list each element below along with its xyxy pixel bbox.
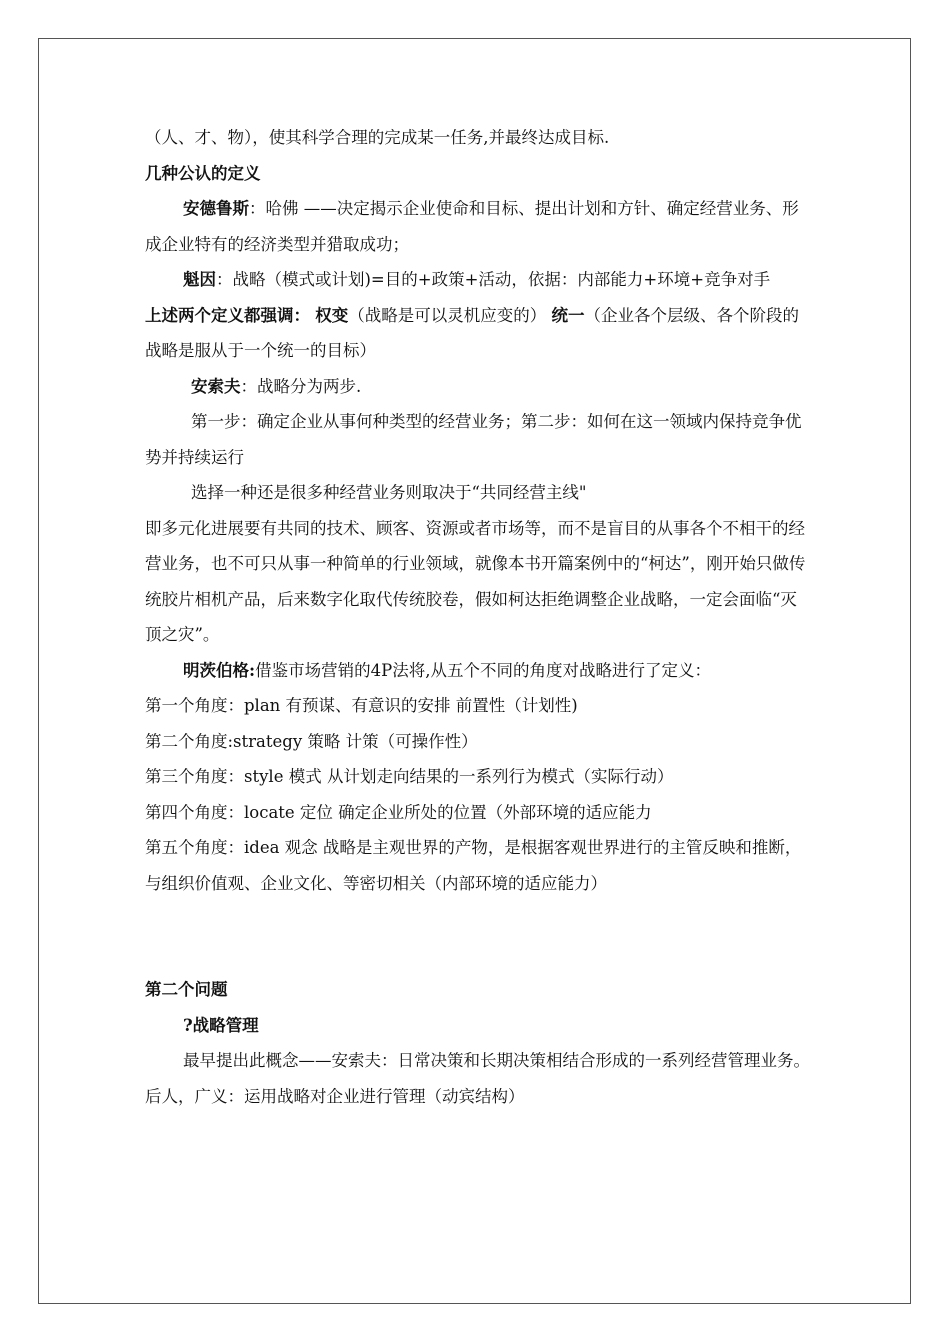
- term-quanbian: 权变: [315, 305, 349, 325]
- heading-definitions: 几种公认的定义: [145, 163, 261, 183]
- andrews-text: ：哈佛 ——决定揭示企业使命和目标、提出计划和方针、确定经营业务、形成企业特有的经济类型并猎取成功；: [145, 199, 799, 254]
- angle-item: 第三个角度：style 模式 从计划走向结果的一系列行为模式（实际行动）: [145, 767, 674, 786]
- paragraph-choice: 选择一种还是很多种经营业务则取决于“共同经营主线": [191, 483, 587, 502]
- paragraph-earliest: 最早提出此概念——安索夫：日常决策和长期决策相结合形成的一系列经营管理业务。: [183, 1051, 810, 1070]
- andrews-name: 安德鲁斯: [183, 199, 249, 218]
- tongyi-text: （企业各个层级、各个阶段的战略是服从于一个统一的目标）: [145, 305, 799, 360]
- ansoff-text: ：战略分为两步.: [240, 376, 362, 396]
- kuiyin-text: ：战略（模式或计划)=目的+政策+活动，依据：内部能力+环境+竞争对手: [216, 270, 771, 289]
- heading-second-question: 第二个问题: [145, 980, 228, 999]
- ansoff-name: 安索夫: [191, 376, 241, 396]
- document-body: [145, 120, 810, 1114]
- spacer: [145, 901, 810, 972]
- paragraph-emphasis: [145, 298, 810, 369]
- heading-strategic-management: ?战略管理: [183, 1015, 259, 1035]
- paragraph-diversify: 即多元化进展要有共同的技术、顾客、资源或者市场等，而不是盲目的从事各个不相干的经营业务，也不可只从事一种简单的行业领域，就像本书开篇案例中的“柯达”，刚开始只做传统胶片相机产品，后来数字化取代传统胶卷，假如柯达拒绝调整企业战略，一定会面临“灭顶之灾”。: [145, 518, 806, 644]
- paragraph-ansoff: [145, 369, 810, 405]
- paragraph-mintzberg: [145, 653, 810, 689]
- angle-item: 第五个角度：idea 观念 战略是主观世界的产物，是根据客观世界进行的主管反映和推断，与组织价值观、企业文化、等密切相关（内部环境的适应能力）: [145, 838, 802, 893]
- angle-item: 第一个角度：plan 有预谋、有意识的安排 前置性（计划性): [145, 696, 578, 715]
- paragraph-later: 后人，广义：运用战略对企业进行管理（动宾结构）: [145, 1086, 525, 1106]
- quanbian-text: （战略是可以灵机应变的）: [348, 305, 547, 325]
- paragraph-steps: 第一步：确定企业从事何种类型的经营业务；第二步：如何在这一领域内保持竞争优势并持续运行: [145, 412, 802, 467]
- paragraph-kuiyin: [145, 262, 810, 298]
- mintzberg-name: 明茨伯格:: [183, 660, 256, 680]
- kuiyin-name: 魁因: [183, 270, 216, 289]
- paragraph-andrews: [145, 191, 810, 262]
- term-tongyi: 统一: [551, 305, 585, 325]
- mintzberg-text: 借鉴市场营销的4P法将,从五个不同的角度对战略进行了定义：: [255, 660, 711, 680]
- emphasis-label: 上述两个定义都强调：: [145, 305, 310, 325]
- angle-item: 第四个角度：locate 定位 确定企业所处的位置（外部环境的适应能力: [145, 802, 652, 822]
- angle-item: 第二个角度:strategy 策略 计策（可操作性）: [145, 731, 478, 751]
- paragraph-intro: （人、才、物），使其科学合理的完成某一任务,并最终达成目标.: [145, 128, 610, 147]
